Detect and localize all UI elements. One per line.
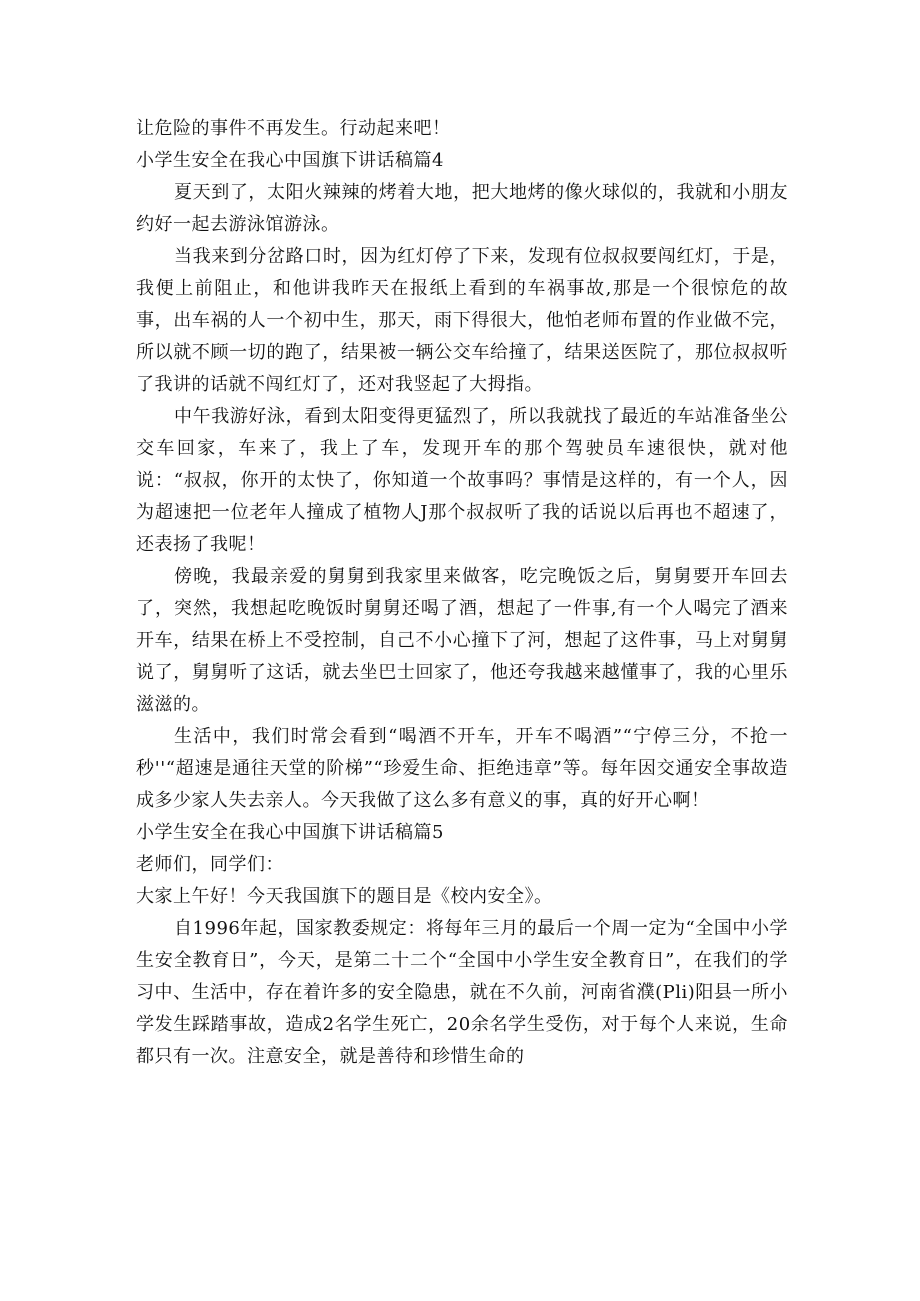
paragraph-summer: 夏天到了，太阳火辣辣的烤着大地，把大地烤的像火球似的，我就和小朋友约好一起去游泳馆游泳。 — [136, 182, 788, 235]
paragraph-red-light: 当我来到分岔路口时，因为红灯停了下来，发现有位叔叔要闯红灯，于是，我便上前阻止，和他讲我昨天在报纸上看到的车祸事故,那是一个很惊危的故事，出车祸的人一个初中生，那天，雨下得很大，他怕老师布置的作业做不完，所以就不顾一切的跑了，结果被一辆公交车给撞了，结果送医院了，那位叔叔听了我讲的话就不闯红灯了，还对我竖起了大拇指。 — [136, 246, 788, 395]
topic-line: 大家上午好！今天我国旗下的题目是《校内安全》。 — [136, 886, 553, 907]
paragraph-continuation: 让危险的事件不再发生。行动起来吧！ — [136, 118, 451, 139]
section-heading-5: 小学生安全在我心中国旗下讲话稿篇5 — [136, 822, 444, 843]
paragraph-drinking: 傍晚，我最亲爱的舅舅到我家里来做客，吃完晚饭之后，舅舅要开车回去了，突然，我想起吃晚饭时舅舅还喝了酒，想起了一件事,有一个人喝完了酒来开车，结果在桥上不受控制，自己不小心撞下了河，想起了这件事，马上对舅舅说了，舅舅听了这话，就去坐巴士回家了，他还夸我越来越懂事了，我的心里乐滋滋的。 — [136, 566, 788, 715]
paragraph-slogans: 生活中，我们时常会看到“喝酒不开车，开车不喝酒”“宁停三分，不抢一秒''“超速是通往天堂的阶梯”“珍爱生命、拒绝违章”等。每年因交通安全事故造成多少家人失去亲人。今天我做了这么多有意义的事，真的好开心啊！ — [136, 726, 788, 811]
document-body — [136, 113, 788, 1073]
greeting-line: 老师们，同学们： — [136, 854, 284, 875]
paragraph-speeding: 中午我游好泳，看到太阳变得更猛烈了，所以我就找了最近的车站准备坐公交车回家，车来了，我上了车，发现开车的那个驾驶员车速很快，就对他说：“叔叔，你开的太快了，你知道一个故事吗？事情是这样的，有一个人，因为超速把一位老年人撞成了植物人J那个叔叔听了我的话说以后再也不超速了，还表扬了我呢！ — [136, 406, 788, 555]
paragraph-safety-day: 自1996年起，国家教委规定：将每年三月的最后一个周一定为“全国中小学生安全教育日”，今天，是第二十二个“全国中小学生安全教育日”，在我们的学习中、生活中，存在着许多的安全隐患，就在不久前，河南省濮(Pli)阳县一所小学发生踩踏事故，造成2名学生死亡，20余名学生受伤，对于每个人来说，生命都只有一次。注意安全，就是善待和珍惜生命的 — [136, 918, 788, 1067]
section-heading-4: 小学生安全在我心中国旗下讲话稿篇4 — [136, 150, 444, 171]
